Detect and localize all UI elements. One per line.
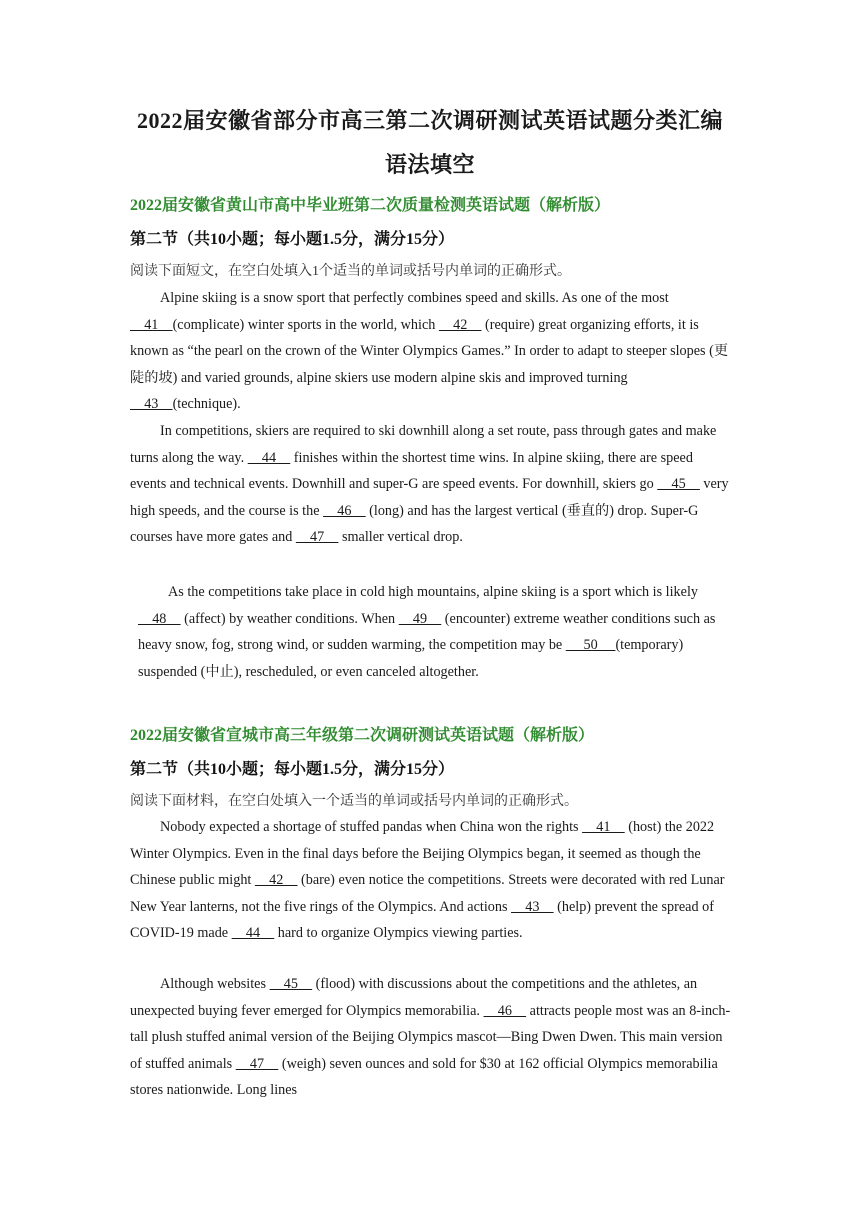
passage-text-run: As the competitions take place in cold high mountains, alpine skiing is a sport which is likely <box>168 584 698 600</box>
section-1-paragraph-1 <box>130 285 732 418</box>
section-1-paragraph-2 <box>130 418 732 551</box>
section-1-paragraph-3 <box>138 579 734 685</box>
passage-text-run: (technique). <box>172 396 241 412</box>
passage-text-run: (affect) by weather conditions. When <box>180 610 399 627</box>
passage-text-run: attracts people most was an 8-inch-tall plush stuffed animal version of the Beijing Olympics mascot—Bing Dwen Dwen. This main version of stuffed animals <box>130 1002 731 1072</box>
answer-blank: 43 <box>130 396 173 412</box>
answer-blank: 45 <box>657 476 700 492</box>
answer-blank: 46 <box>323 502 366 519</box>
section-1-instruction: 阅读下面短文，在空白处填入1个适当的单词或括号内单词的正确形式。 <box>130 264 571 279</box>
passage-text-run: (help) prevent the spread of COVID-19 made <box>130 898 714 941</box>
passage-text-run: (complicate) winter sports in the world, which <box>172 316 439 333</box>
passage-text-run: finishes within the shortest time wins. In alpine skiing, there are speed events and technical events. Downhill and super-G are speed events. For downhill, skiers go <box>130 449 693 492</box>
answer-blank: 49 <box>398 610 442 627</box>
section-1-part-heading: 第二节（共10小题；每小题1.5分，满分15分） <box>130 231 455 248</box>
passage-text <box>130 814 732 947</box>
answer-blank: 41 <box>582 819 625 835</box>
answer-blank: 50 <box>565 637 616 653</box>
answer-blank: 46 <box>483 1002 527 1019</box>
answer-blank: 48 <box>138 610 181 627</box>
answer-blank: 45 <box>269 976 313 992</box>
passage-text-run: Alpine skiing is a snow sport that perfectly combines speed and skills. As one of the most <box>160 290 669 306</box>
section-2-part-heading: 第二节（共10小题；每小题1.5分，满分15分） <box>130 761 455 778</box>
answer-blank: 44 <box>231 925 275 941</box>
section-1-source: 2022届安徽省黄山市高中毕业班第二次质量检测英语试题（解析版） <box>130 197 611 214</box>
passage-text-run: Nobody expected a shortage of stuffed pandas when China won the rights <box>160 819 583 835</box>
passage-text-run: In competitions, skiers are required to ski downhill along a set route, pass through gates and make turns along the way. <box>130 423 717 466</box>
passage-text-run: (weigh) seven ounces and sold for $30 at 162 official Olympics memorabilia stores nationwide. Long lines <box>130 1055 718 1098</box>
passage-text-run: (encounter) extreme weather conditions such as heavy snow, fog, strong wind, or sudden warming, the competition may be <box>138 610 716 653</box>
document-title: 2022届安徽省部分市高三第二次调研测试英语试题分类汇编 <box>136 108 723 133</box>
passage-text <box>130 285 732 418</box>
passage-text-run: very high speeds, and the course is the <box>130 476 729 519</box>
passage-text-run: (host) the 2022 Winter Olympics. Even in the final days before the Beijing Olympics began, it seemed as though the Chinese public might <box>130 819 715 888</box>
answer-blank: 41 <box>130 316 173 333</box>
section-2-instruction: 阅读下面材料，在空白处填入一个适当的单词或括号内单词的正确形式。 <box>130 794 578 809</box>
passage-text-run: (bare) even notice the competitions. Streets were decorated with red Lunar New Year lanterns, not the five rings of the Olympics. And actions <box>130 872 725 915</box>
section-2-source: 2022届安徽省宣城市高三年级第二次调研测试英语试题（解析版） <box>130 727 595 744</box>
passage-text-run: smaller vertical drop. <box>338 529 463 545</box>
passage-text-run: hard to organize Olympics viewing parties. <box>274 925 523 941</box>
passage-text <box>130 418 732 551</box>
answer-blank: 42 <box>438 316 482 333</box>
answer-blank: 43 <box>511 898 554 915</box>
document-subtitle: 语法填空 <box>384 152 475 177</box>
section-2-paragraph-2 <box>130 971 732 1104</box>
section-2-paragraph-1 <box>130 814 732 947</box>
passage-text-run: (temporary) suspended (中止), rescheduled, or even canceled altogether. <box>138 637 684 680</box>
passage-text-run: (require) great organizing efforts, it is known as “the pearl on the crown of the Winter Olympics Games.” In order to adapt to steeper slopes (更陡的坡) and varied grounds, alpine skiers use modern alpine skis and improved turning <box>130 316 729 386</box>
answer-blank: 42 <box>254 872 298 888</box>
passage-text <box>130 971 732 1104</box>
passage-text <box>138 579 734 685</box>
answer-blank: 47 <box>295 529 339 545</box>
answer-blank: 44 <box>247 449 291 466</box>
passage-text-run: Although websites <box>160 976 270 992</box>
answer-blank: 47 <box>235 1055 279 1072</box>
passage-text-run: (flood) with discussions about the competitions and the athletes, an unexpected buying fever emerged for Olympics memorabilia. <box>130 976 698 1019</box>
passage-text-run: (long) and has the largest vertical (垂直的) drop. Super-G courses have more gates and <box>130 502 699 545</box>
